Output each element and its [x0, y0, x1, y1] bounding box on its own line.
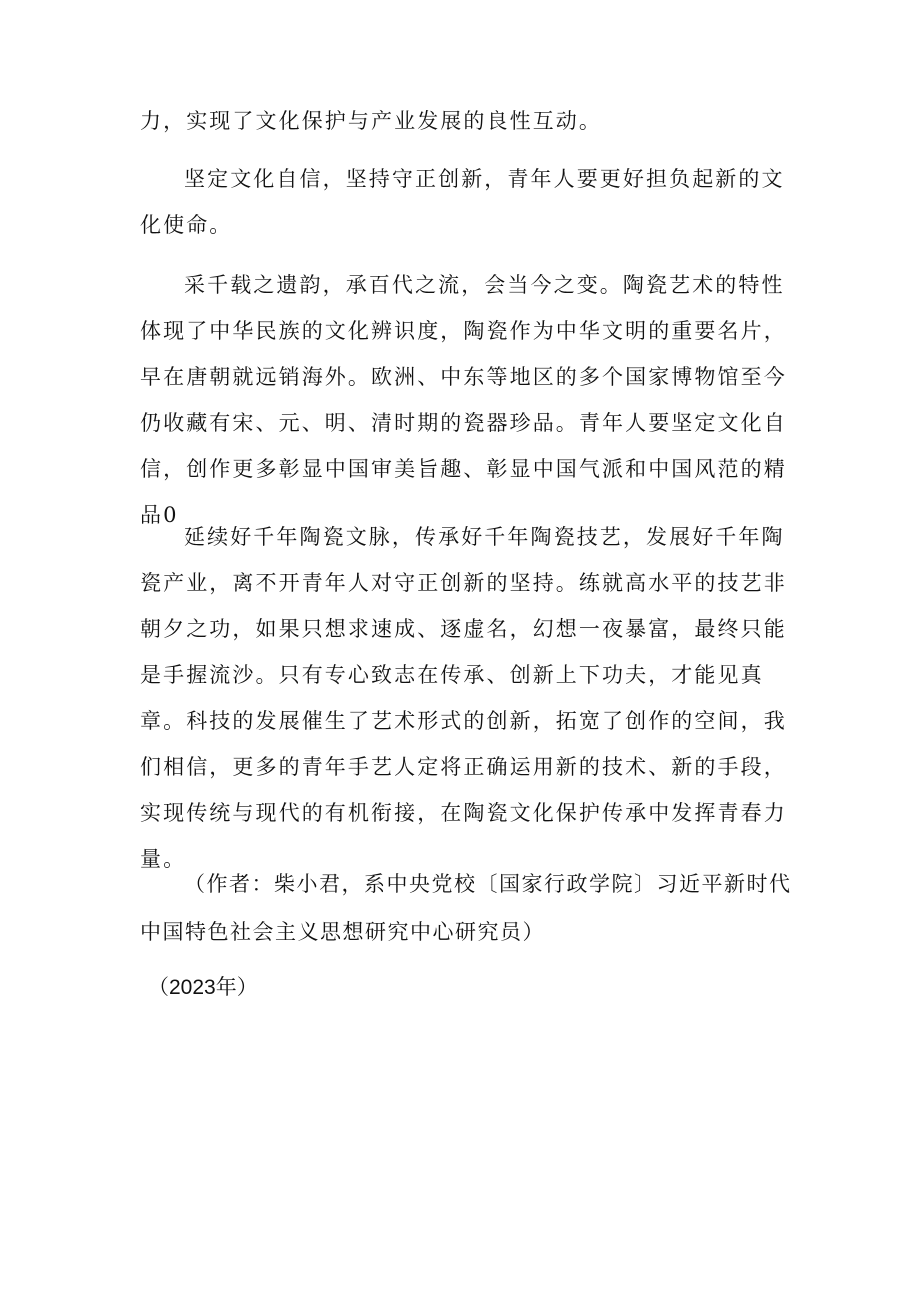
paragraph-continuation: 力，实现了文化保护与产业发展的良性互动。 — [140, 109, 602, 133]
author-byline: （作者：柴小君，系中央党校〔国家行政学院〕习近平新时代中国特色社会主义思想研究中心研究员） — [140, 872, 792, 944]
paragraph-cultural-confidence: 坚定文化自信，坚持守正创新，青年人要更好担负起新的文化使命。 — [140, 167, 785, 237]
paragraph-innovation: 延续好千年陶瓷文脉，传承好千年陶瓷技艺，发展好千年陶瓷产业，离不开青年人对守正创新的坚持。练就高水平的技艺非朝夕之功，如果只想求速成、逐虚名，幻想一夜暴富，最终只能是手握流沙。只有专心致志在传承、创新上下功夫，才能见真章。科技的发展催生了艺术形式的创新，拓宽了创作的空间，我们相信，更多的青年手艺人定将正确运用新的技术、新的手段，实现传统与现代的有机衔接，在陶瓷文化保护传承中发挥青春力量。 — [140, 525, 787, 871]
paragraph-ceramic-heritage: 采千载之遗韵，承百代之流，会当今之变。陶瓷艺术的特性体现了中华民族的文化辨识度，陶瓷作为中华文明的重要名片，早在唐朝就远销海外。欧洲、中东等地区的多个国家博物馆至今仍收藏有宋、元、明、清时期的瓷器珍品。青年人要坚定文化自信，创作更多彰显中国审美旨趣、彰显中国气派和中国风范的精品0 — [140, 273, 787, 527]
publication-year: （2023年） — [148, 976, 258, 999]
